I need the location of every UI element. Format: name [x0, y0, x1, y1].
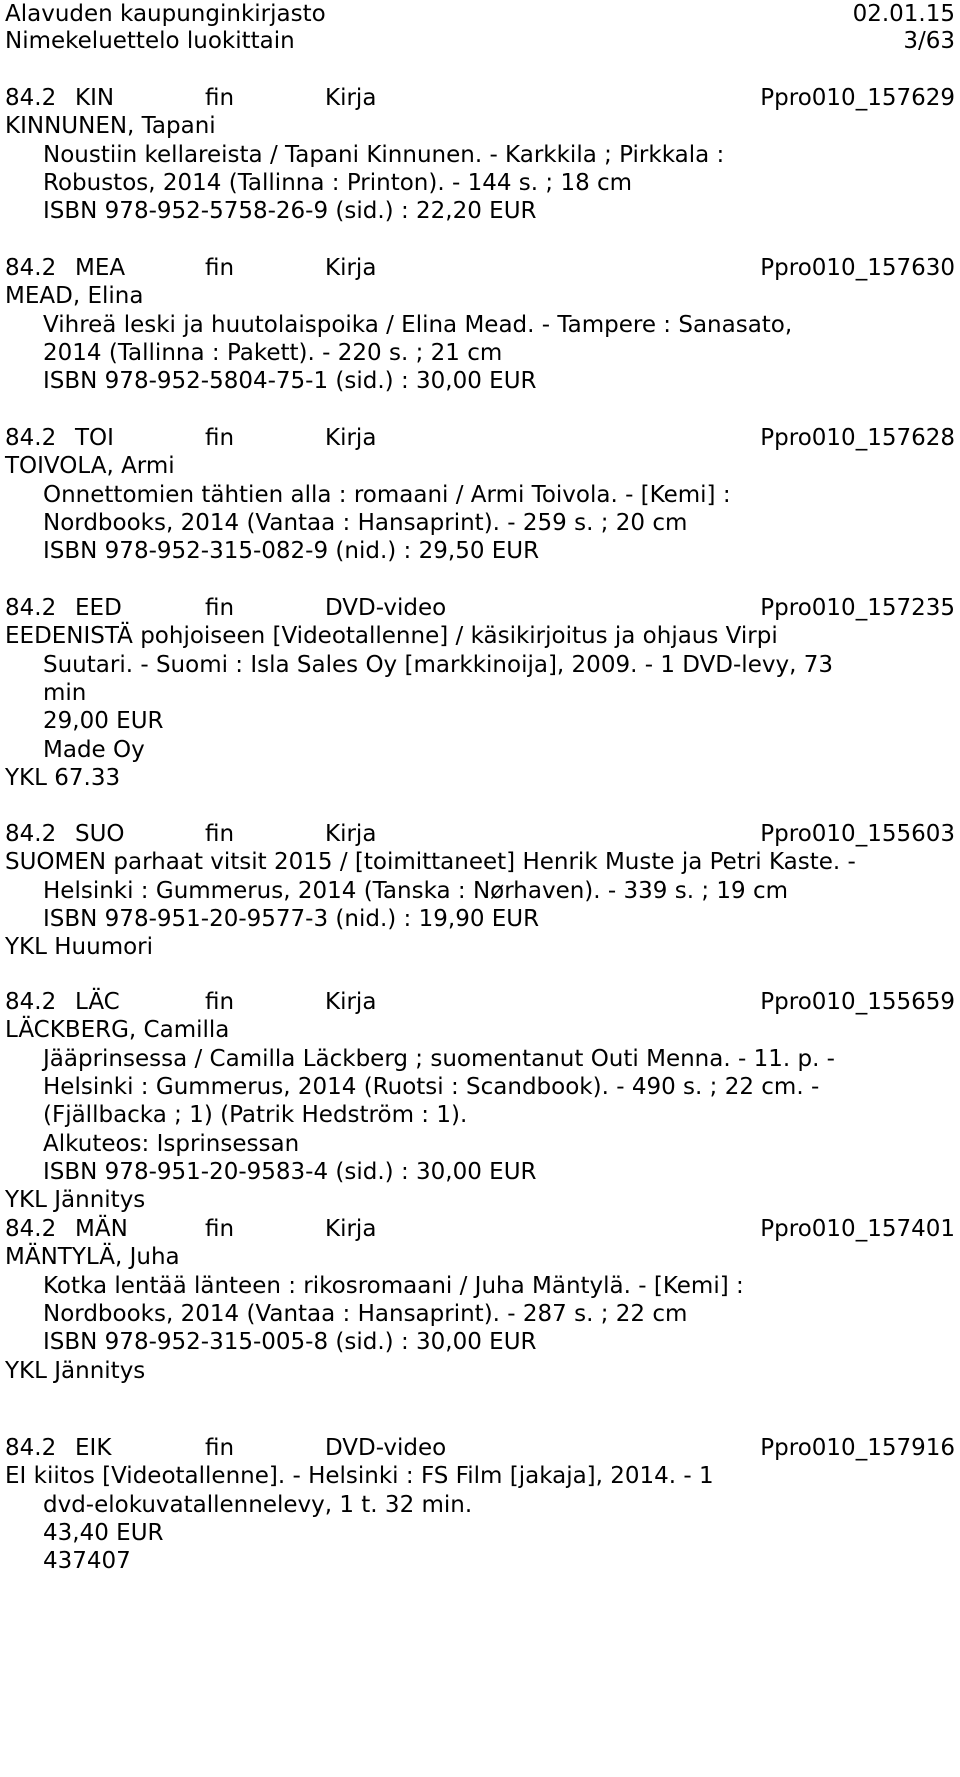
- record-heading: TOIVOLA, Armi: [5, 453, 175, 480]
- shelf-code: EIK: [75, 1435, 112, 1461]
- record-heading: KINNUNEN, Tapani: [5, 113, 216, 140]
- language-code: fin: [205, 595, 235, 621]
- record-description-line: Nordbooks, 2014 (Vantaa : Hansaprint). - 259 s. ; 20 cm: [43, 509, 688, 536]
- record-description-line: 2014 (Tallinna : Pakett). - 220 s. ; 21 cm: [43, 339, 503, 366]
- record-description-line: Noustiin kellareista / Tapani Kinnunen. - Karkkila ; Pirkkala :: [43, 141, 725, 168]
- record-id: Ppro010_157235: [760, 595, 955, 621]
- record-heading: MÄNTYLÄ, Juha: [5, 1244, 180, 1271]
- record-description-line: Helsinki : Gummerus, 2014 (Tanska : Nørhaven). - 339 s. ; 19 cm: [43, 877, 789, 904]
- record-description-line: Nordbooks, 2014 (Vantaa : Hansaprint). - 287 s. ; 22 cm: [43, 1300, 688, 1327]
- record-heading: SUOMEN parhaat vitsit 2015 / [toimittaneet] Henrik Muste ja Petri Kaste. -: [5, 849, 856, 876]
- record-id: Ppro010_157628: [760, 425, 955, 451]
- shelf-code: SUO: [75, 821, 125, 847]
- record-description-line: ISBN 978-951-20-9577-3 (nid.) : 19,90 EUR: [43, 905, 540, 932]
- record-class-line: [5, 424, 376, 452]
- record-description-line: Onnettomien tähtien alla : romaani / Armi Toivola. - [Kemi] :: [43, 481, 731, 508]
- record-description-line: Jääprinsessa / Camilla Läckberg ; suomentanut Outi Menna. - 11. p. -: [43, 1045, 835, 1072]
- class-number: 84.2: [5, 85, 57, 111]
- record-description-line: Alkuteos: Isprinsessan: [43, 1130, 300, 1157]
- ykl-class: YKL Huumori: [5, 934, 154, 961]
- material-type: Kirja: [325, 821, 377, 847]
- record-description-line: ISBN 978-952-315-082-9 (nid.) : 29,50 EUR: [43, 538, 540, 565]
- record-description-line: ISBN 978-952-315-005-8 (sid.) : 30,00 EUR: [43, 1329, 537, 1356]
- shelf-code: KIN: [75, 85, 115, 111]
- record-description-line: dvd-elokuvatallennelevy, 1 t. 32 min.: [43, 1491, 473, 1518]
- record-description-line: Kotka lentää länteen : rikosromaani / Juha Mäntylä. - [Kemi] :: [43, 1272, 744, 1299]
- report-date: 02.01.15: [852, 1, 955, 27]
- record-class-line: [5, 84, 376, 112]
- material-type: Kirja: [325, 989, 377, 1015]
- language-code: fin: [205, 85, 235, 111]
- record-heading: MEAD, Elina: [5, 283, 144, 310]
- record-description-line: ISBN 978-951-20-9583-4 (sid.) : 30,00 EUR: [43, 1158, 537, 1185]
- class-number: 84.2: [5, 255, 57, 281]
- record-class-line: [5, 820, 376, 848]
- class-number: 84.2: [5, 989, 57, 1015]
- record-heading: EEDENISTÄ pohjoiseen [Videotallenne] / käsikirjoitus ja ohjaus Virpi: [5, 623, 778, 650]
- shelf-code: EED: [75, 595, 122, 621]
- ykl-class: YKL Jännitys: [5, 1187, 146, 1214]
- language-code: fin: [205, 821, 235, 847]
- material-type: Kirja: [325, 85, 377, 111]
- record-description-line: ISBN 978-952-5804-75-1 (sid.) : 30,00 EUR: [43, 368, 537, 395]
- record-heading: EI kiitos [Videotallenne]. - Helsinki : FS Film [jakaja], 2014. - 1: [5, 1463, 714, 1490]
- record-description-line: min: [43, 679, 87, 706]
- record-description-line: Made Oy: [43, 736, 145, 763]
- language-code: fin: [205, 1216, 235, 1242]
- class-number: 84.2: [5, 821, 57, 847]
- record-class-line: [5, 988, 376, 1016]
- language-code: fin: [205, 255, 235, 281]
- record-description-line: 29,00 EUR: [43, 708, 164, 735]
- record-description-line: 437407: [43, 1548, 131, 1575]
- ykl-class: YKL 67.33: [5, 764, 121, 791]
- class-number: 84.2: [5, 1216, 57, 1242]
- record-description-line: Robustos, 2014 (Tallinna : Printon). - 144 s. ; 18 cm: [43, 169, 633, 196]
- record-heading: LÄCKBERG, Camilla: [5, 1017, 230, 1044]
- language-code: fin: [205, 425, 235, 451]
- record-description-line: Vihreä leski ja huutolaispoika / Elina Mead. - Tampere : Sanasato,: [43, 311, 793, 338]
- shelf-code: LÄC: [75, 989, 120, 1015]
- material-type: DVD-video: [325, 595, 447, 621]
- shelf-code: MÄN: [75, 1216, 128, 1242]
- record-class-line: [5, 594, 446, 622]
- record-id: Ppro010_157916: [760, 1435, 955, 1461]
- record-class-line: [5, 1215, 376, 1243]
- page-number: 3/63: [903, 28, 955, 54]
- record-description-line: 43,40 EUR: [43, 1519, 164, 1546]
- class-number: 84.2: [5, 425, 57, 451]
- record-class-line: [5, 1434, 446, 1462]
- report-title: Nimekeluettelo luokittain: [5, 28, 295, 54]
- shelf-code: MEA: [75, 255, 126, 281]
- material-type: Kirja: [325, 425, 377, 451]
- material-type: Kirja: [325, 1216, 377, 1242]
- record-class-line: [5, 254, 376, 282]
- language-code: fin: [205, 989, 235, 1015]
- ykl-class: YKL Jännitys: [5, 1357, 146, 1384]
- record-id: Ppro010_157401: [760, 1216, 955, 1242]
- record-id: Ppro010_155659: [760, 989, 955, 1015]
- record-description-line: Helsinki : Gummerus, 2014 (Ruotsi : Scandbook). - 490 s. ; 22 cm. -: [43, 1073, 820, 1100]
- record-description-line: (Fjällbacka ; 1) (Patrik Hedström : 1).: [43, 1102, 468, 1129]
- record-description-line: ISBN 978-952-5758-26-9 (sid.) : 22,20 EUR: [43, 198, 537, 225]
- material-type: DVD-video: [325, 1435, 447, 1461]
- shelf-code: TOI: [75, 425, 114, 451]
- material-type: Kirja: [325, 255, 377, 281]
- record-id: Ppro010_155603: [760, 821, 955, 847]
- record-id: Ppro010_157629: [760, 85, 955, 111]
- language-code: fin: [205, 1435, 235, 1461]
- class-number: 84.2: [5, 1435, 57, 1461]
- library-name: Alavuden kaupunginkirjasto: [5, 1, 326, 27]
- record-description-line: Suutari. - Suomi : Isla Sales Oy [markkinoija], 2009. - 1 DVD-levy, 73: [43, 651, 833, 678]
- record-id: Ppro010_157630: [760, 255, 955, 281]
- class-number: 84.2: [5, 595, 57, 621]
